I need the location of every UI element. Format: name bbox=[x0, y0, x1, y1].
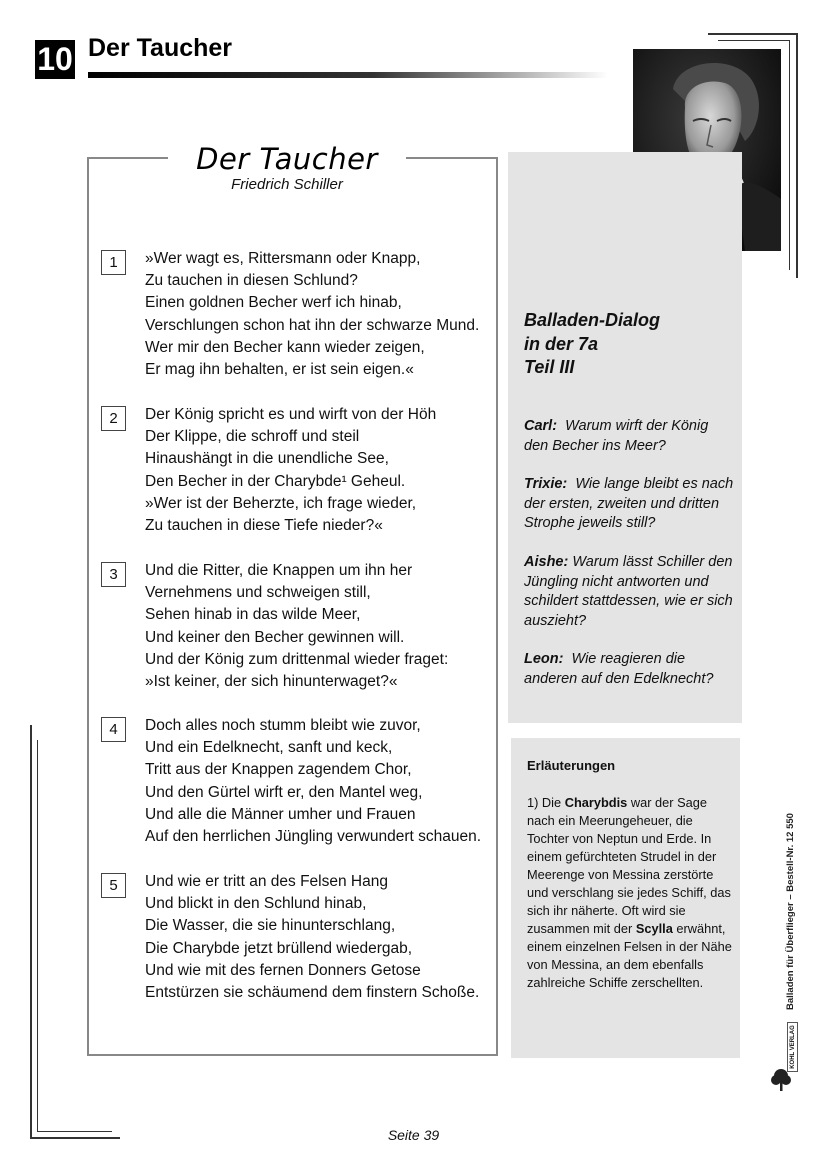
poem-line: Auf den herrlichen Jüngling verwundert schauen. bbox=[145, 828, 482, 846]
poem-line: »Wer ist der Beherzte, ich frage wieder, bbox=[145, 494, 417, 512]
poem-line: Und blickt in den Schlund hinab, bbox=[145, 895, 367, 913]
page-title: Der Taucher bbox=[88, 34, 233, 62]
corner-line bbox=[789, 40, 790, 270]
poem-line: Entstürzen sie schäumend dem finstern Schoße. bbox=[145, 984, 480, 1002]
dialog-speaker: Carl: bbox=[524, 418, 558, 434]
poem-line: Der Klippe, die schroff und steil bbox=[145, 428, 360, 446]
poem-line: »Wer wagt es, Rittersmann oder Knapp, bbox=[145, 250, 421, 267]
notes-text: war der Sage nach ein Meerungeheuer, die Tochter von Neptun und Erde. In einem gefürchteten Strudel in der Meerenge von Messina zerstörte und verschlang sie jedes Schiff, das sich ihr näherte. Oft wird sie zusammen mit der bbox=[527, 795, 731, 936]
poem-line: Sehen hinab in das wilde Meer, bbox=[145, 606, 361, 624]
corner-line bbox=[30, 725, 32, 1139]
poem-line: Und alle die Männer umher und Frauen bbox=[145, 805, 416, 823]
chapter-number-box bbox=[35, 40, 75, 79]
poem-author: Friedrich Schiller bbox=[231, 176, 343, 193]
dialog-question: Wie lange bleibt es nach der ersten, zweiten und dritten Strophe jeweils still? bbox=[524, 476, 734, 532]
page-number: Seite 39 bbox=[387, 1127, 440, 1143]
order-number-text: Balladen für Überflieger – Bestell-Nr. 12 550 bbox=[785, 813, 796, 1010]
stanza-number: 3 bbox=[101, 562, 126, 587]
dialog-entry bbox=[524, 650, 736, 689]
dialog-speaker: Trixie: bbox=[524, 476, 568, 492]
corner-line bbox=[718, 40, 790, 41]
poem-line: Doch alles noch stumm bleibt wie zuvor, bbox=[145, 717, 421, 734]
stanza-number: 2 bbox=[101, 406, 126, 431]
stanza-lines bbox=[145, 404, 436, 537]
publisher-name: KOHL VERLAG bbox=[789, 1025, 796, 1069]
header-rule bbox=[88, 72, 608, 78]
chapter-number: 10 bbox=[37, 41, 73, 77]
poem-line: Wer mir den Becher kann wieder zeigen, bbox=[145, 338, 425, 356]
dialog-entry bbox=[524, 417, 736, 456]
poem-line: Einen goldnen Becher werf ich hinab, bbox=[145, 294, 402, 312]
poem-line: »Ist keiner, der sich hinunterwaget?« bbox=[145, 673, 398, 691]
poem-line: Und ein Edelknecht, sanft und keck, bbox=[145, 739, 393, 757]
corner-line bbox=[37, 740, 38, 1132]
tree-icon bbox=[770, 1068, 792, 1092]
poem-line: Die Charybde jetzt brüllend wiedergab, bbox=[145, 939, 413, 957]
stanza-lines bbox=[145, 871, 479, 1004]
poem-line: Hinaushängt in die unendliche See, bbox=[145, 450, 389, 468]
notes-term: Scylla bbox=[635, 921, 673, 936]
poem-line: Den Becher in der Charybde¹ Geheul. bbox=[145, 472, 406, 490]
notes-heading: Erläuterungen bbox=[527, 758, 616, 773]
dialog-title-line: Balladen-Dialog bbox=[524, 310, 661, 330]
poem-line: Vernehmens und schweigen still, bbox=[145, 584, 371, 602]
dialog-title-line: in der 7a bbox=[524, 333, 599, 354]
dialog-title bbox=[524, 309, 660, 380]
stanza-lines bbox=[145, 248, 479, 381]
poem-line: Verschlungen schon hat ihn der schwarze Mund. bbox=[145, 316, 480, 334]
poem-line: Und der König zum drittenmal wieder fraget: bbox=[145, 650, 449, 668]
stanza-number: 4 bbox=[101, 717, 126, 742]
publisher-logo bbox=[787, 1022, 798, 1072]
corner-line bbox=[796, 33, 798, 278]
poem-line: Und keiner den Becher gewinnen will. bbox=[145, 628, 405, 646]
poem-line: Tritt aus der Knappen zagendem Chor, bbox=[145, 761, 412, 779]
notes-body bbox=[527, 794, 732, 992]
corner-line bbox=[708, 33, 798, 35]
stanza-number: 1 bbox=[101, 250, 126, 275]
poem-line: Und wie mit des fernen Donners Getose bbox=[145, 961, 421, 979]
poem-line: Er mag ihn behalten, er ist sein eigen.« bbox=[145, 361, 414, 379]
poem-line: Der König spricht es und wirft von der Höh bbox=[145, 406, 437, 423]
poem-title: Der Taucher bbox=[196, 142, 378, 176]
poem-heading bbox=[168, 140, 406, 200]
poem-line: Die Wasser, die sie hinunterschlang, bbox=[145, 917, 396, 935]
stanza-lines bbox=[145, 715, 481, 848]
dialog-question: Warum wirft der König den Becher ins Meer? bbox=[524, 418, 709, 454]
dialog-question: Warum lässt Schiller den Jüngling nicht antworten und schildert stattdessen, wie er sich auszieht? bbox=[524, 554, 733, 630]
notes-text: erwähnt, einem einzelnen Felsen in der Nähe von Messina, an dem ebenfalls zahlreiche Schiffe zerschellten. bbox=[527, 921, 732, 990]
dialog-speaker: Aishe: bbox=[524, 554, 569, 570]
dialog-speaker: Leon: bbox=[524, 651, 564, 667]
poem-line: Und die Ritter, die Knappen um ihn her bbox=[145, 562, 413, 579]
poem-line: Und wie er tritt an des Felsen Hang bbox=[145, 873, 388, 890]
poem-line: Zu tauchen in diesen Schlund? bbox=[145, 272, 358, 290]
dialog-title-line: Teil III bbox=[524, 357, 575, 377]
stanza-lines bbox=[145, 560, 448, 693]
stanza-number: 5 bbox=[101, 873, 126, 898]
poem-line: Zu tauchen in diese Tiefe nieder?« bbox=[145, 517, 383, 535]
dialog-entry bbox=[524, 553, 736, 632]
poem-line: Und den Gürtel wirft er, den Mantel weg, bbox=[145, 783, 423, 801]
dialog-entry bbox=[524, 475, 736, 534]
notes-term: Charybdis bbox=[564, 795, 628, 810]
dialog-question: Wie reagieren die anderen auf den Edelknecht? bbox=[524, 651, 714, 687]
notes-text: 1) Die bbox=[527, 795, 565, 810]
